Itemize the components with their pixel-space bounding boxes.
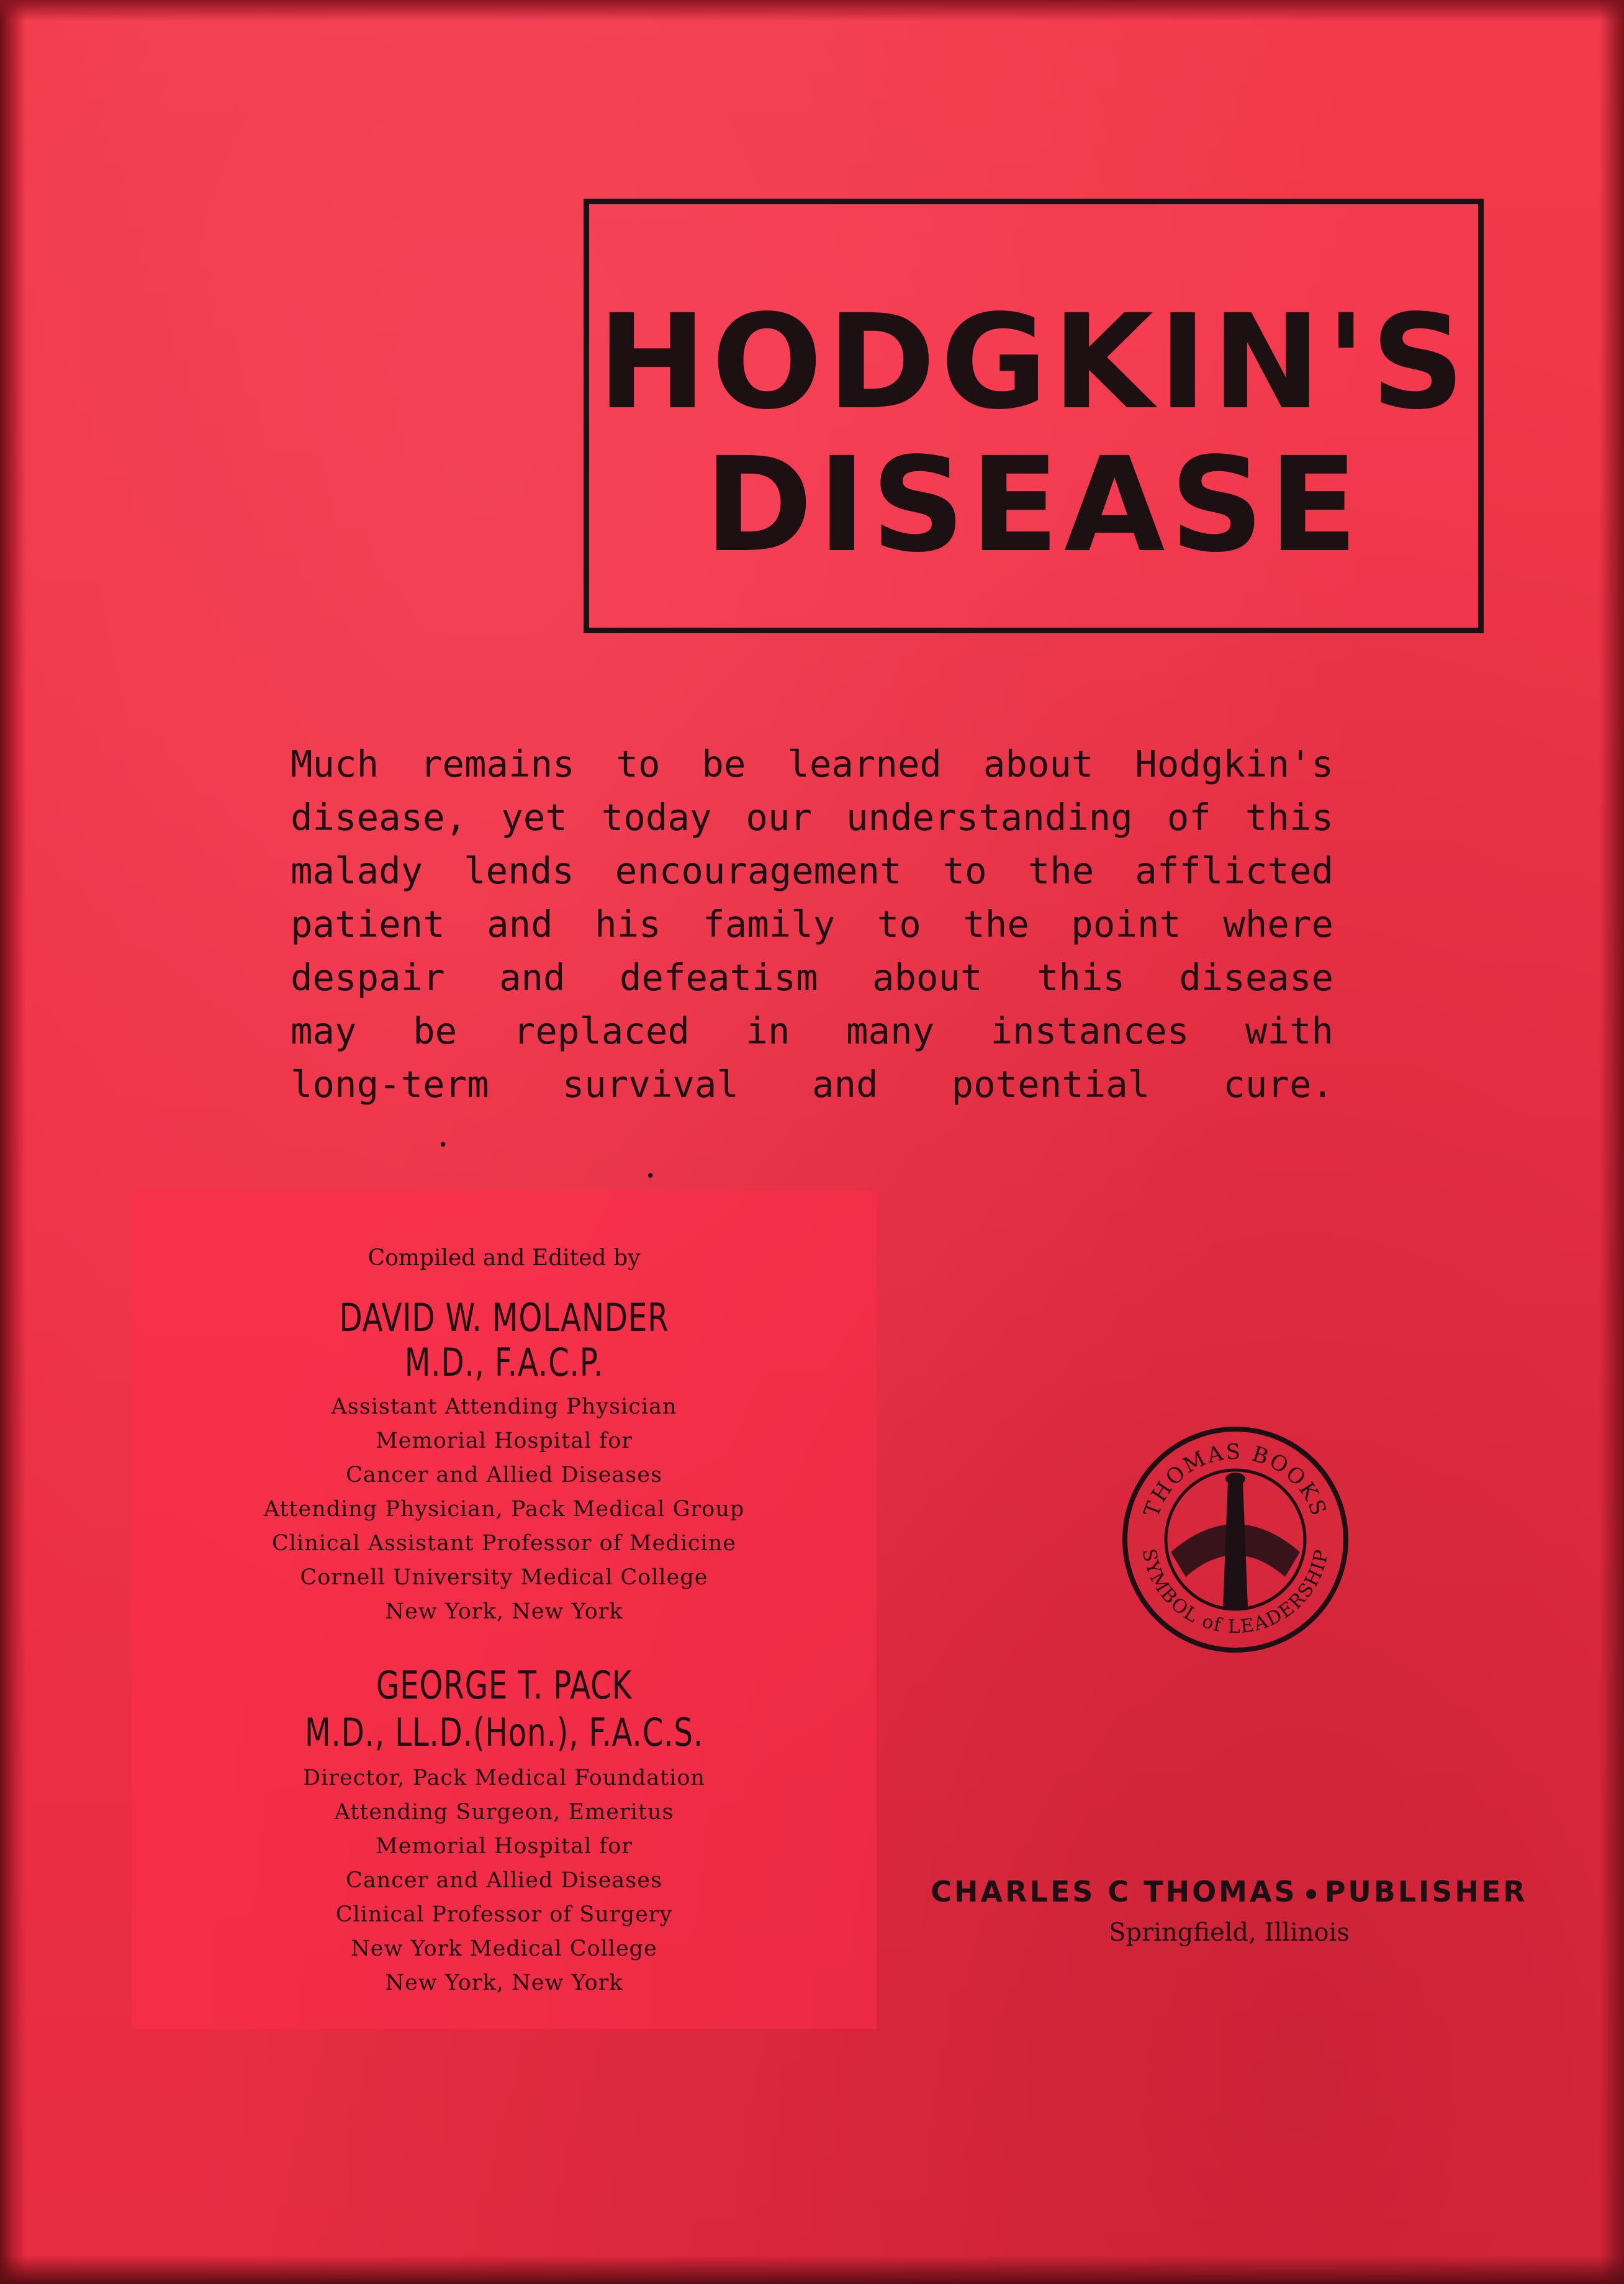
editor1-affiliation: Attending Physician, Pack Medical Group — [263, 1497, 745, 1522]
editor2-affiliation: Director, Pack Medical Foundation — [303, 1766, 705, 1790]
editor2-affiliation: Clinical Professor of Surgery — [335, 1902, 673, 1927]
editor2-affiliation: Attending Surgeon, Emeritus — [334, 1800, 674, 1825]
publisher-name: CHARLES C THOMAS — [931, 1875, 1297, 1908]
blurb-line: despair and defeatism about this disease — [291, 956, 1333, 999]
editor1-affiliation: Clinical Assistant Professor of Medicine — [272, 1531, 736, 1556]
editor2-affiliation: Memorial Hospital for — [375, 1834, 633, 1859]
title-line-2: DISEASE — [704, 429, 1363, 581]
editors-heading: Compiled and Edited by — [368, 1245, 641, 1271]
bullet-icon — [1306, 1889, 1316, 1899]
editor2-affiliation: New York, New York — [385, 1970, 623, 1995]
editor1-affiliation: Cornell University Medical College — [300, 1565, 708, 1590]
blurb-line: disease, yet today our understanding of this — [291, 796, 1333, 839]
editor2-name: GEORGE T. PACK — [376, 1663, 633, 1708]
editor1-affiliation: Memorial Hospital for — [375, 1429, 633, 1453]
publisher-label: PUBLISHER — [1324, 1875, 1528, 1908]
editor1-affiliation: New York, New York — [385, 1599, 623, 1624]
editor1-affiliation: Cancer and Allied Diseases — [346, 1463, 662, 1487]
title-line-1: HODGKIN'S — [597, 286, 1470, 438]
blurb-line: long-term survival and potential cure. — [291, 1063, 1333, 1106]
speck-mark: • — [646, 1167, 656, 1186]
publisher-city: Springfield, Illinois — [1109, 1918, 1350, 1947]
editor1-degrees: M.D., F.A.C.P. — [404, 1340, 604, 1385]
title-box — [584, 199, 1484, 633]
speck-mark: • — [438, 1136, 448, 1155]
editor1-name: DAVID W. MOLANDER — [339, 1295, 669, 1340]
cover-top-edge — [0, 0, 1624, 21]
blurb-line: Much remains to be learned about Hodgkin's — [291, 743, 1333, 785]
editor2-affiliation: Cancer and Allied Diseases — [346, 1868, 662, 1893]
editor2-affiliation: New York Medical College — [351, 1936, 657, 1961]
thomas-books-emblem-icon — [1117, 1422, 1353, 1658]
publisher-line — [913, 1875, 1546, 1908]
editor1-affiliation: Assistant Attending Physician — [331, 1394, 677, 1419]
emblem-top-text: THOMAS BOOKS — [1139, 1439, 1332, 1521]
blurb-line: malady lends encouragement to the afflicted — [291, 849, 1333, 892]
blurb-line: may be replaced in many instances with — [291, 1009, 1333, 1052]
cover-left-edge — [0, 0, 26, 2284]
editors-panel — [132, 1191, 877, 2029]
blurb-paragraph — [291, 738, 1333, 1111]
cover-right-edge — [1599, 0, 1624, 2284]
editor2-degrees: M.D., LL.D.(Hon.), F.A.C.S. — [304, 1710, 704, 1755]
cover-bottom-edge — [0, 2255, 1624, 2284]
blurb-line: patient and his family to the point where — [291, 903, 1333, 946]
emblem-bottom-text: SYMBOL of LEADERSHIP — [1137, 1546, 1333, 1638]
